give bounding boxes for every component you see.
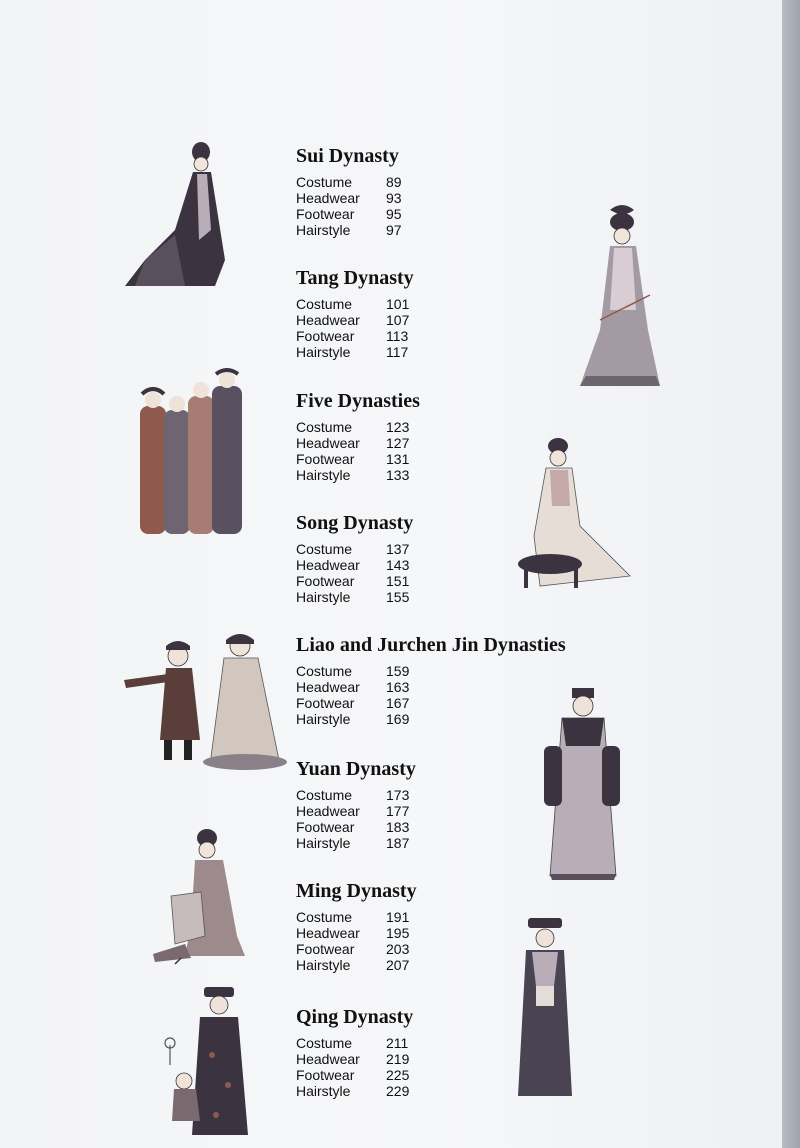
qing-mother-child-illustration [162, 985, 254, 1137]
entry-page: 229 [386, 1083, 410, 1099]
qing-lady-illustration [510, 916, 580, 1101]
entry-row [296, 296, 426, 312]
entry-page: 225 [386, 1067, 410, 1083]
entry-label: Hairstyle [296, 835, 351, 851]
entry-label: Costume [296, 174, 353, 190]
entry-label: Footwear [296, 328, 355, 344]
five-dynasties-group-illustration [132, 366, 257, 538]
tang-lady-illustration [560, 200, 690, 390]
section-title: Liao and Jurchen Jin Dynasties [296, 634, 566, 656]
liao-jin-figures-illustration [120, 630, 290, 775]
entry-row [296, 663, 566, 679]
yuan-official-illustration [540, 686, 625, 881]
entry-page: 97 [386, 222, 402, 238]
bleed-through-heading [440, 290, 449, 332]
entry-row [296, 909, 426, 925]
page-edge [782, 0, 800, 1148]
entry-label: Costume [296, 1035, 353, 1051]
entry-label: Footwear [296, 1067, 355, 1083]
entry-label: Headwear [296, 312, 360, 328]
entry-row [296, 222, 426, 238]
entry-row [296, 803, 426, 819]
section-sui [296, 144, 426, 238]
entry-row [296, 451, 426, 467]
entry-label: Hairstyle [296, 344, 351, 360]
section-title: Ming Dynasty [296, 880, 417, 902]
entry-page: 133 [386, 467, 410, 483]
entry-label: Costume [296, 663, 353, 679]
entry-page: 191 [386, 909, 410, 925]
entry-page: 203 [386, 941, 410, 957]
entry-page: 127 [386, 435, 410, 451]
section-liao-jin [296, 633, 566, 727]
entry-page: 155 [386, 589, 410, 605]
entry-page: 117 [386, 344, 409, 360]
entry-page: 183 [386, 819, 410, 835]
section-ming [296, 879, 426, 973]
entry-row [296, 557, 426, 573]
entry-row [296, 190, 426, 206]
entry-row [296, 589, 426, 605]
entry-label: Headwear [296, 190, 360, 206]
entry-row [296, 1083, 426, 1099]
entry-page: 137 [386, 541, 410, 557]
entry-page: 131 [386, 451, 410, 467]
section-song [296, 511, 426, 605]
entry-page: 219 [386, 1051, 410, 1067]
entry-row [296, 1067, 426, 1083]
entry-row [296, 695, 566, 711]
entry-label: Footwear [296, 451, 355, 467]
entry-label: Costume [296, 787, 353, 803]
entry-row [296, 819, 426, 835]
entry-row [296, 835, 426, 851]
entry-page: 95 [386, 206, 402, 222]
entry-label: Costume [296, 541, 353, 557]
entry-row [296, 1051, 426, 1067]
entry-page: 151 [386, 573, 410, 589]
ming-woman-illustration [145, 826, 265, 966]
entry-page: 159 [386, 663, 410, 679]
entry-label: Footwear [296, 573, 355, 589]
entry-label: Hairstyle [296, 589, 351, 605]
entry-page: 89 [386, 174, 402, 190]
entry-row [296, 957, 426, 973]
entry-label: Footwear [296, 695, 355, 711]
entry-page: 113 [386, 328, 409, 344]
section-yuan [296, 757, 426, 851]
section-title: Five Dynasties [296, 390, 420, 412]
song-lady-illustration [510, 436, 650, 596]
section-title: Qing Dynasty [296, 1006, 414, 1028]
section-title: Song Dynasty [296, 512, 414, 534]
entry-label: Footwear [296, 941, 355, 957]
entry-label: Hairstyle [296, 711, 351, 727]
entry-label: Costume [296, 909, 353, 925]
entry-label: Hairstyle [296, 1083, 351, 1099]
entry-label: Hairstyle [296, 467, 351, 483]
section-title: Tang Dynasty [296, 267, 414, 289]
entry-page: 123 [386, 419, 410, 435]
entry-page: 107 [386, 312, 410, 328]
entry-page: 211 [386, 1035, 409, 1051]
entry-label: Costume [296, 296, 353, 312]
entry-page: 177 [386, 803, 410, 819]
entry-row [296, 925, 426, 941]
section-tang [296, 266, 426, 360]
entry-row [296, 419, 426, 435]
entry-page: 101 [386, 296, 410, 312]
entry-row [296, 344, 426, 360]
entry-page: 207 [386, 957, 410, 973]
entry-row [296, 787, 426, 803]
entry-label: Headwear [296, 1051, 360, 1067]
entry-label: Hairstyle [296, 222, 351, 238]
entry-label: Costume [296, 419, 353, 435]
entry-row [296, 312, 426, 328]
entry-page: 173 [386, 787, 410, 803]
entry-page: 143 [386, 557, 410, 573]
entry-row [296, 679, 566, 695]
entry-row [296, 711, 566, 727]
entry-row [296, 541, 426, 557]
entry-label: Hairstyle [296, 957, 351, 973]
entry-row [296, 573, 426, 589]
entry-label: Headwear [296, 925, 360, 941]
entry-page: 93 [386, 190, 402, 206]
section-title: Yuan Dynasty [296, 758, 416, 780]
section-qing [296, 1005, 426, 1099]
entry-page: 163 [386, 679, 410, 695]
entry-label: Headwear [296, 557, 360, 573]
entry-page: 167 [386, 695, 410, 711]
entry-label: Footwear [296, 206, 355, 222]
entry-row [296, 941, 426, 957]
entry-label: Headwear [296, 679, 360, 695]
entry-row [296, 206, 426, 222]
entry-row [296, 174, 426, 190]
entry-row [296, 328, 426, 344]
entry-page: 187 [386, 835, 410, 851]
entry-label: Footwear [296, 819, 355, 835]
section-five-dynasties [296, 389, 426, 483]
entry-page: 169 [386, 711, 410, 727]
entry-row [296, 435, 426, 451]
section-title: Sui Dynasty [296, 145, 399, 167]
entry-page: 195 [386, 925, 410, 941]
entry-label: Headwear [296, 803, 360, 819]
entry-label: Headwear [296, 435, 360, 451]
sui-lady-illustration [115, 140, 235, 290]
entry-row [296, 467, 426, 483]
entry-row [296, 1035, 426, 1051]
